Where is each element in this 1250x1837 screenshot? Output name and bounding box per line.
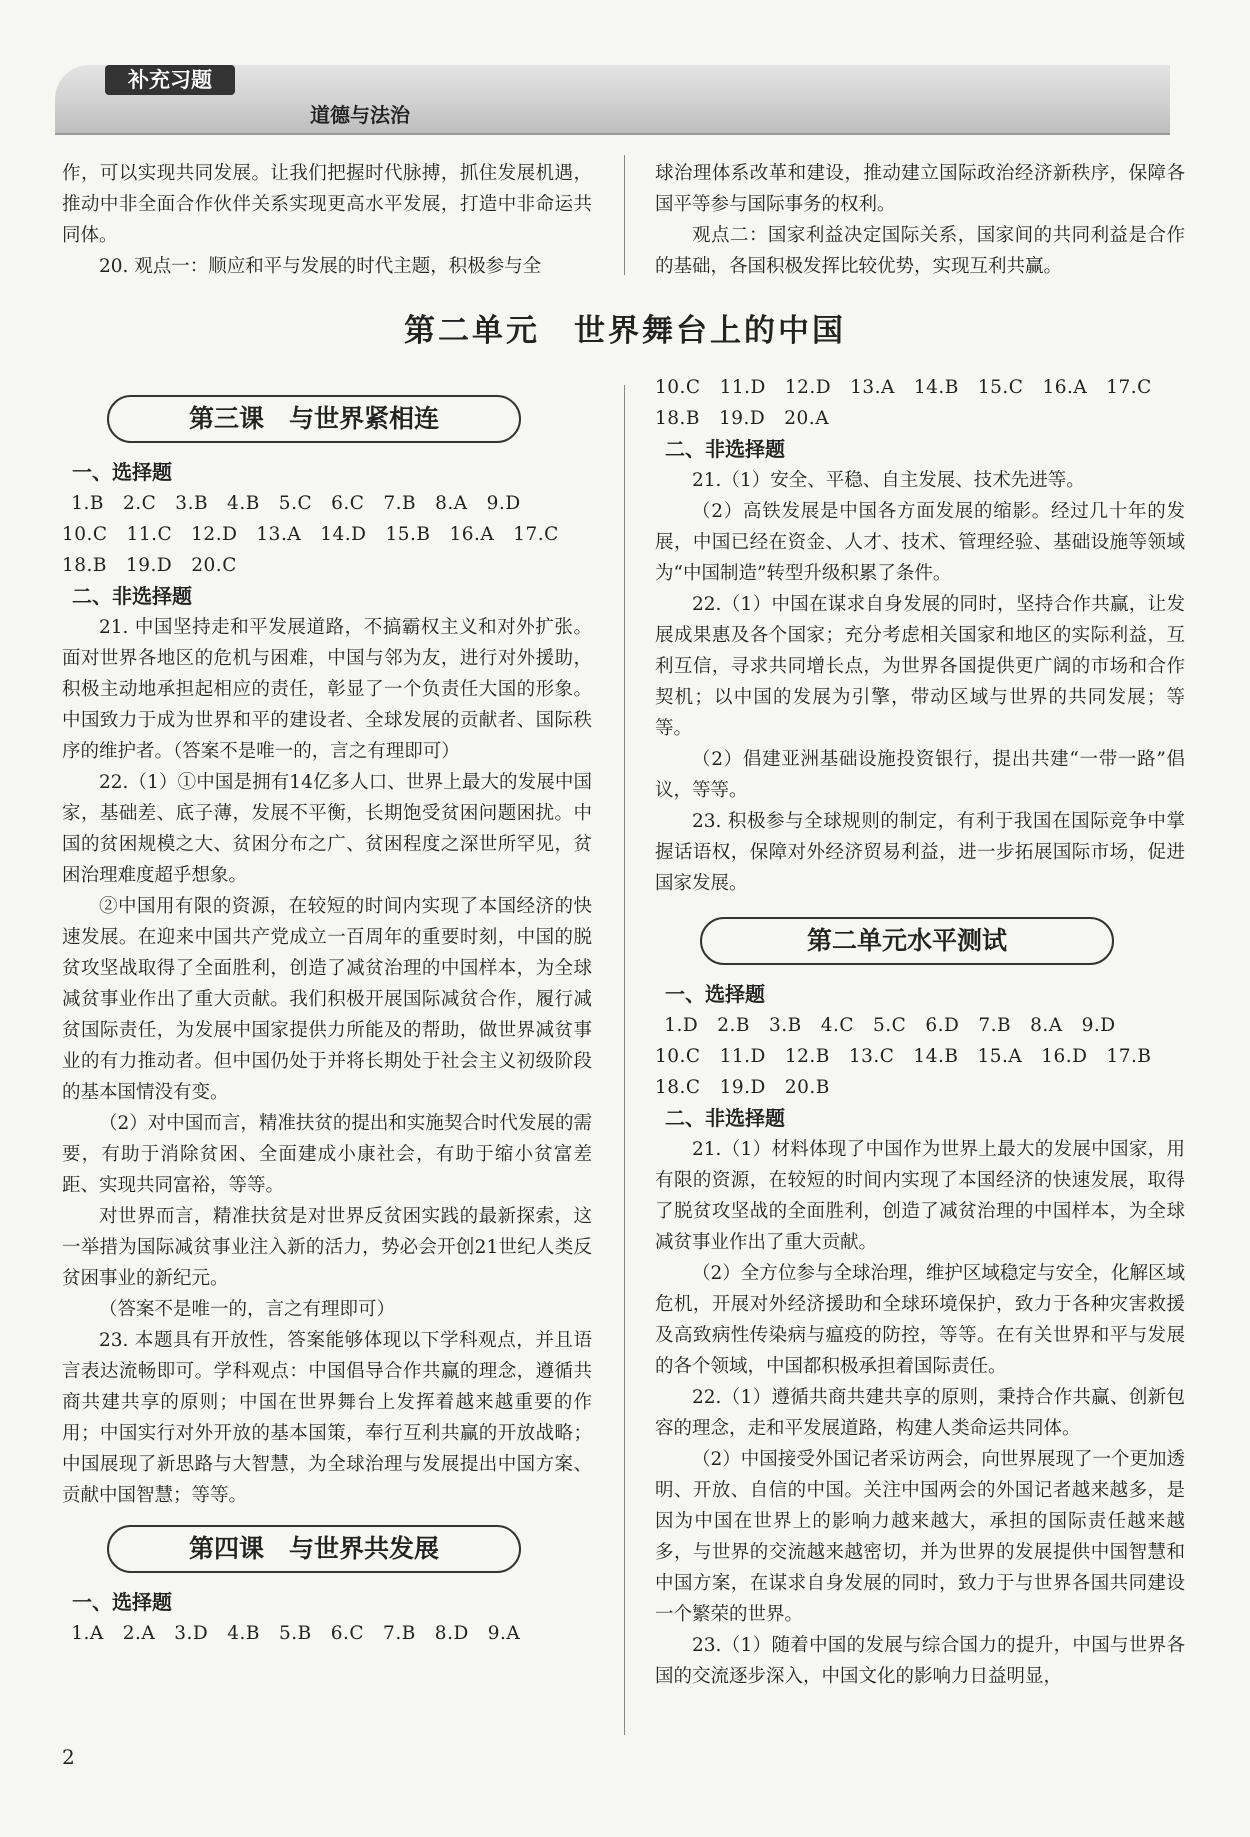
top-right-column	[655, 158, 1185, 282]
answer-line: 10.C 11.D 12.D 13.A 14.B 15.C 16.A 17.C	[655, 377, 1152, 398]
page-number: 2	[62, 1745, 75, 1769]
paragraph: （2）高铁发展是中国各方面发展的缩影。经过几十年的发展，中国已经在资金、人才、技术、管理经验、基础设施等领域为“中国制造”转型升级积累了条件。	[655, 501, 1185, 584]
column-divider-main	[624, 385, 625, 1735]
paragraph: 20. 观点一：顺应和平与发展的时代主题，积极参与全	[99, 256, 542, 277]
column-divider-top	[624, 155, 625, 275]
right-column	[655, 372, 1185, 1692]
unit-title: 第二单元 世界舞台上的中国	[404, 313, 846, 349]
paragraph: （2）中国接受外国记者采访两会，向世界展现了一个更加透明、开放、自信的中国。关注中国两会的外国记者越来越多，是因为中国在世界上的影响力越来越大，承担的国际责任越来越多，与世界的交流越来越密切，并为世界的发展提供中国智慧和中国方案，在谋求自身发展的同时，致力于与世界各国共同建设一个繁荣的世界。	[655, 1449, 1185, 1625]
section-heading: 二、非选择题	[665, 437, 785, 461]
section-heading: 一、选择题	[72, 1590, 172, 1614]
page-header	[55, 65, 1170, 135]
answer-line: 1.B 2.C 3.B 4.B 5.C 6.C 7.B 8.A 9.D	[71, 493, 521, 514]
lesson4-title: 第四课 与世界共发展	[107, 1525, 521, 1573]
paragraph: （2）对中国而言，精准扶贫的提出和实施契合时代发展的需要，有助于消除贫困、全面建成小康社会，有助于缩小贫富差距、实现共同富裕，等等。	[62, 1113, 592, 1196]
paragraph: 观点二：国家利益决定国际关系，国家间的共同利益是合作的基础，各国积极发挥比较优势，实现互利共赢。	[655, 225, 1185, 277]
unit-test-title: 第二单元水平测试	[700, 917, 1114, 965]
answer-line: 1.D 2.B 3.B 4.C 5.C 6.D 7.B 8.A 9.D	[664, 1015, 1116, 1036]
paragraph: 23.（1）随着中国的发展与综合国力的提升，中国与世界各国的交流逐步深入，中国文化的影响力日益明显，	[655, 1635, 1185, 1687]
paragraph: 21.（1）安全、平稳、自主发展、技术先进等。	[692, 470, 1085, 491]
paragraph: （2）倡建亚洲基础设施投资银行，提出共建“一带一路”倡议，等等。	[655, 749, 1185, 801]
answer-line: 18.B 19.D 20.A	[655, 408, 830, 429]
header-tag: 补充习题	[105, 65, 235, 95]
paragraph: 21. 中国坚持走和平发展道路，不搞霸权主义和对外扩张。面对世界各地区的危机与困难，中国与邻为友，进行对外援助，积极主动地承担起相应的责任，彰显了一个负责任大国的形象。中国致力于成为世界和平的建设者、全球发展的贡献者、国际秩序的维护者。（答案不是唯一的，言之有理即可）	[62, 617, 592, 762]
top-left-column	[62, 158, 592, 282]
answer-line: 18.B 19.D 20.C	[62, 555, 237, 576]
paragraph: 作，可以实现共同发展。让我们把握时代脉搏，抓住发展机遇，推动中非全面合作伙伴关系实现更高水平发展，打造中非命运共同体。	[62, 163, 592, 246]
section-heading: 一、选择题	[72, 460, 172, 484]
header-subject: 道德与法治	[310, 103, 410, 127]
section-heading: 二、非选择题	[72, 584, 192, 608]
section-heading: 二、非选择题	[665, 1106, 785, 1130]
paragraph: 22.（1）中国在谋求自身发展的同时，坚持合作共赢，让发展成果惠及各个国家；充分考虑相关国家和地区的实际利益，互利互信，寻求共同增长点，为世界各国提供更广阔的市场和合作契机；以中国的发展为引擎，带动区域与世界的共同发展；等等。	[655, 594, 1185, 739]
paragraph: 球治理体系改革和建设，推动建立国际政治经济新秩序，保障各国平等参与国际事务的权利。	[655, 163, 1185, 215]
paragraph: （答案不是唯一的，言之有理即可）	[99, 1299, 396, 1320]
paragraph: 22.（1）遵循共商共建共享的原则，秉持合作共赢、创新包容的理念，走和平发展道路，构建人类命运共同体。	[655, 1387, 1185, 1439]
answer-line: 10.C 11.C 12.D 13.A 14.D 15.B 16.A 17.C	[62, 524, 559, 545]
paragraph: ②中国用有限的资源，在较短的时间内实现了本国经济的快速发展。在迎来中国共产党成立一百周年的重要时刻，中国的脱贫攻坚战取得了全面胜利，创造了减贫治理的中国样本，为全球减贫事业作出了重大贡献。我们积极开展国际减贫合作，履行减贫国际责任，为发展中国家提供力所能及的帮助，做世界减贫事业的有力推动者。但中国仍处于并将长期处于社会主义初级阶段的基本国情没有变。	[62, 896, 592, 1103]
lesson3-title: 第三课 与世界紧相连	[107, 395, 521, 443]
paragraph: 23. 本题具有开放性，答案能够体现以下学科观点，并且语言表达流畅即可。学科观点：中国倡导合作共赢的理念，遵循共商共建共享的原则；中国在世界舞台上发挥着越来越重要的作用；中国实行对外开放的基本国策，奉行互利共赢的开放战略；中国展现了新思路与大智慧，为全球治理与发展提出中国方案、贡献中国智慧；等等。	[62, 1330, 592, 1506]
paragraph: 对世界而言，精准扶贫是对世界反贫困实践的最新探索，这一举措为国际减贫事业注入新的活力，势必会开创21世纪人类反贫困事业的新纪元。	[62, 1206, 592, 1289]
section-heading: 一、选择题	[665, 982, 765, 1006]
answer-line: 18.C 19.D 20.B	[655, 1077, 830, 1098]
paragraph: （2）全方位参与全球治理，维护区域稳定与安全，化解区域危机，开展对外经济援助和全球环境保护，致力于各种灾害救援及高致病性传染病与瘟疫的防控，等等。在有关世界和平与发展的各个领域，中国都积极承担着国际责任。	[655, 1263, 1185, 1377]
paragraph: 23. 积极参与全球规则的制定，有利于我国在国际竞争中掌握话语权，保障对外经济贸易利益，进一步拓展国际市场，促进国家发展。	[655, 811, 1185, 894]
paragraph: 22.（1）①中国是拥有14亿多人口、世界上最大的发展中国家，基础差、底子薄，发展不平衡，长期饱受贫困问题困扰。中国的贫困规模之大、贫困分布之广、贫困程度之深世所罕见，贫困治理难度超乎想象。	[62, 772, 592, 886]
left-column	[62, 395, 592, 1649]
answer-line: 1.A 2.A 3.D 4.B 5.B 6.C 7.B 8.D 9.A	[71, 1623, 521, 1644]
paragraph: 21.（1）材料体现了中国作为世界上最大的发展中国家，用有限的资源，在较短的时间内实现了本国经济的快速发展，取得了脱贫攻坚战的全面胜利，创造了减贫治理的中国样本，为全球减贫事业作出了重大贡献。	[655, 1139, 1185, 1253]
answer-line: 10.C 11.D 12.B 13.C 14.B 15.A 16.D 17.B	[655, 1046, 1152, 1067]
